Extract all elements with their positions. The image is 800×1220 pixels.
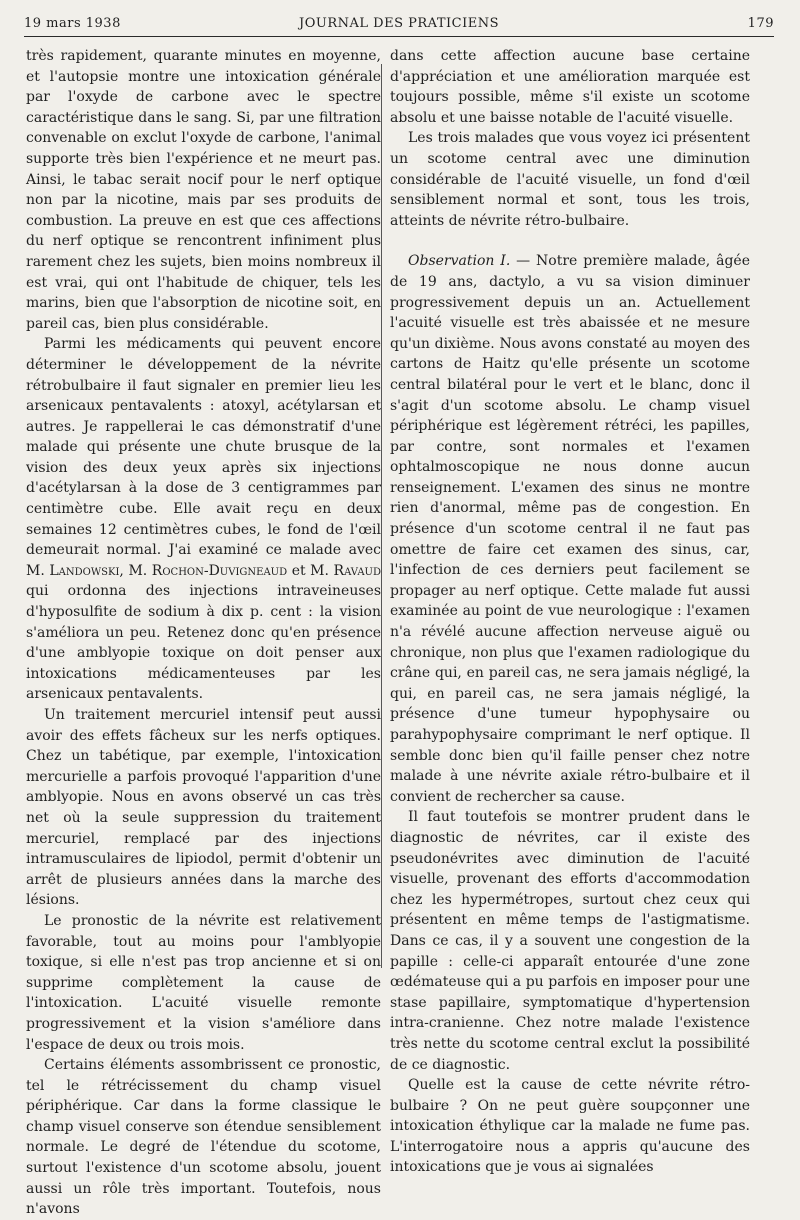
- author-name: Landowski: [49, 562, 120, 579]
- running-header: [24, 14, 774, 37]
- paragraph: Certains éléments assombrissent ce pronostic, tel le rétrécissement du champ visuel périphérique. Car dans la forme classique le champ visuel conserve son étendue sensiblement normale. Le degré de l'étendue du scotome, surtout l'existence d'un scotome absolu, jouent aussi un rôle très important. Toutefois, nous n'avons: [26, 1057, 381, 1218]
- author-name: Ravaud: [333, 562, 382, 579]
- issue-date: 19 mars 1938: [24, 16, 121, 31]
- paragraph-text: Parmi les médicaments qui peuvent encore déterminer le développement de la névrite rétrobulbaire il faut signaler en premier lieu les arsenicaux pentavalents : atoxyl, acétylarsan et autres. Je rappellerai le cas démonstratif d'une malade qui présente une chute brusque de la vision des deux yeux après six injections d'acétylarsan à la dose de 3 centigrammes par centimètre cube. Elle avait reçu en deux semaines 12 centimètres cubes, le fond de l'œil demeurait normal. J'ai examiné ce malade avec M.: [26, 336, 381, 579]
- author-name: Rochon-Duvigneaud: [151, 562, 288, 579]
- paragraph-text: — Notre première malade, âgée de 19 ans, dactylo, a vu sa vision diminuer progressivement depuis un an. Actuellement l'acuité visuelle est très abaissée et ne mesure qu'un dixième. Nous avons constaté au moyen des cartons de Haitz qu'elle présente un scotome central bilatéral pour le vert et le blanc, donc il s'agit d'un scotome absolu. Le champ visuel périphérique est légèrement rétréci, les papilles, par contre, sont normales et l'examen ophtalmoscopique ne nous donne aucun renseignement. L'examen des sinus ne montre rien d'anormal, même pas de congestion. En présence d'un scotome central il ne faut pas omettre de faire cet examen des sinus, car, l'infection de ces derniers peut facilement se propager au nerf optique. Cette malade fut aussi examinée au point de vue neurologique : l'examen n'a révélé aucune affection nerveuse aiguë ou chronique, non plus que l'examen radiologique du crâne qui, en pareil cas, ne sera jamais négligé, la qui, en pareil cas, ne sera jamais négligé, la présence d'une tumeur hypophysaire ou parahypophysaire comprimant le nerf optique. Il semble donc bien qu'il faille penser chez notre malade à une névrite axiale rétro-bulbaire et il convient de rechercher sa cause.: [390, 253, 750, 805]
- paragraph: Les trois malades que vous voyez ici présentent un scotome central avec une diminution considérable de l'acuité visuelle, un fond d'œil sensiblement normal et sont, tous les trois, atteints de névrite rétro-bulbaire.: [390, 130, 750, 229]
- paragraph-text: qui ordonna des injections intraveineuses d'hyposulfite de sodium à dix p. cent : la vision s'améliora un peu. Retenez donc qu'en présence d'une amblyopie toxique on doit penser aux intoxications médicamenteuses par les arsenicaux pentavalents.: [26, 583, 381, 703]
- paragraph: Le pronostic de la névrite est relativement favorable, tout au moins pour l'amblyopie toxique, si elle n'est pas trop ancienne et si on supprime complètement la cause de l'intoxication. L'acuité visuelle remonte progressivement et la vision s'améliore dans l'espace de deux ou trois mois.: [26, 912, 381, 1053]
- right-column: [390, 46, 750, 1178]
- name-separator: , M.: [119, 562, 152, 579]
- paragraph: [26, 334, 381, 705]
- paragraph: dans cette affection aucune base certaine d'appréciation et une amélioration marquée est toujours possible, même s'il existe un scotome absolu et une baisse notable de l'acuité visuelle.: [390, 48, 750, 126]
- paragraph: Quelle est la cause de cette névrite rétro-bulbaire ? On ne peut guère soupçonner une intoxication éthylique car la malade ne fume pas. L'interrogatoire nous a appris qu'aucune des intoxications que je vous ai signalées: [390, 1077, 750, 1176]
- observation-label: Observation I.: [408, 253, 511, 270]
- paragraph: très rapidement, quarante minutes en moyenne, et l'autopsie montre une intoxication générale par l'oxyde de carbone avec le spectre caractéristique dans le sang. Si, par une filtration convenable on exclut l'oxyde de carbone, l'animal supporte très bien l'expérience et ne meurt pas. Ainsi, le tabac serait nocif pour le nerf optique non par la nicotine, mais par ses produits de combustion. La preuve en est que ces affections du nerf optique se rencontrent infiniment plus rarement chez les sujets, bien moins nombreux il est vrai, qui ont l'habitude de chiquer, tels les marins, bien que l'absorption de nicotine soit, en pareil cas, bien plus considérable.: [26, 48, 381, 332]
- paragraph: Un traitement mercuriel intensif peut aussi avoir des effets fâcheux sur les nerfs optiques. Chez un tabétique, par exemple, l'intoxication mercurielle a parfois provoqué l'apparition d'une amblyopie. Nous en avons observé un cas très net où la seule suppression du traitement mercuriel, remplacé par des injections intramusculaires de lipiodol, permit d'obtenir un arrêt de plusieurs années dans la marche des lésions.: [26, 707, 381, 909]
- column-divider: [381, 64, 382, 968]
- left-column: [26, 46, 381, 1220]
- page-number: 179: [747, 16, 774, 31]
- observation-paragraph: [390, 251, 750, 807]
- journal-title: JOURNAL DES PRATICIENS: [299, 16, 499, 31]
- paragraph: Il faut toutefois se montrer prudent dans le diagnostic de névrites, car il existe des pseudonévrites avec diminution de l'acuité visuelle, provenant des efforts d'accommodation chez les hypermétropes, surtout chez ceux qui présentent en même temps de l'astigmatisme. Dans ce cas, il y a souvent une congestion de la papille : celle-ci apparaît entourée d'une zone œdémateuse qui a pu parfois en imposer pour une stase papillaire, symptomatique d'hypertension intra-cranienne. Chez notre malade l'existence très nette du scotome central exclut la possibilité de ce diagnostic.: [390, 809, 750, 1073]
- name-separator: et M.: [287, 562, 334, 579]
